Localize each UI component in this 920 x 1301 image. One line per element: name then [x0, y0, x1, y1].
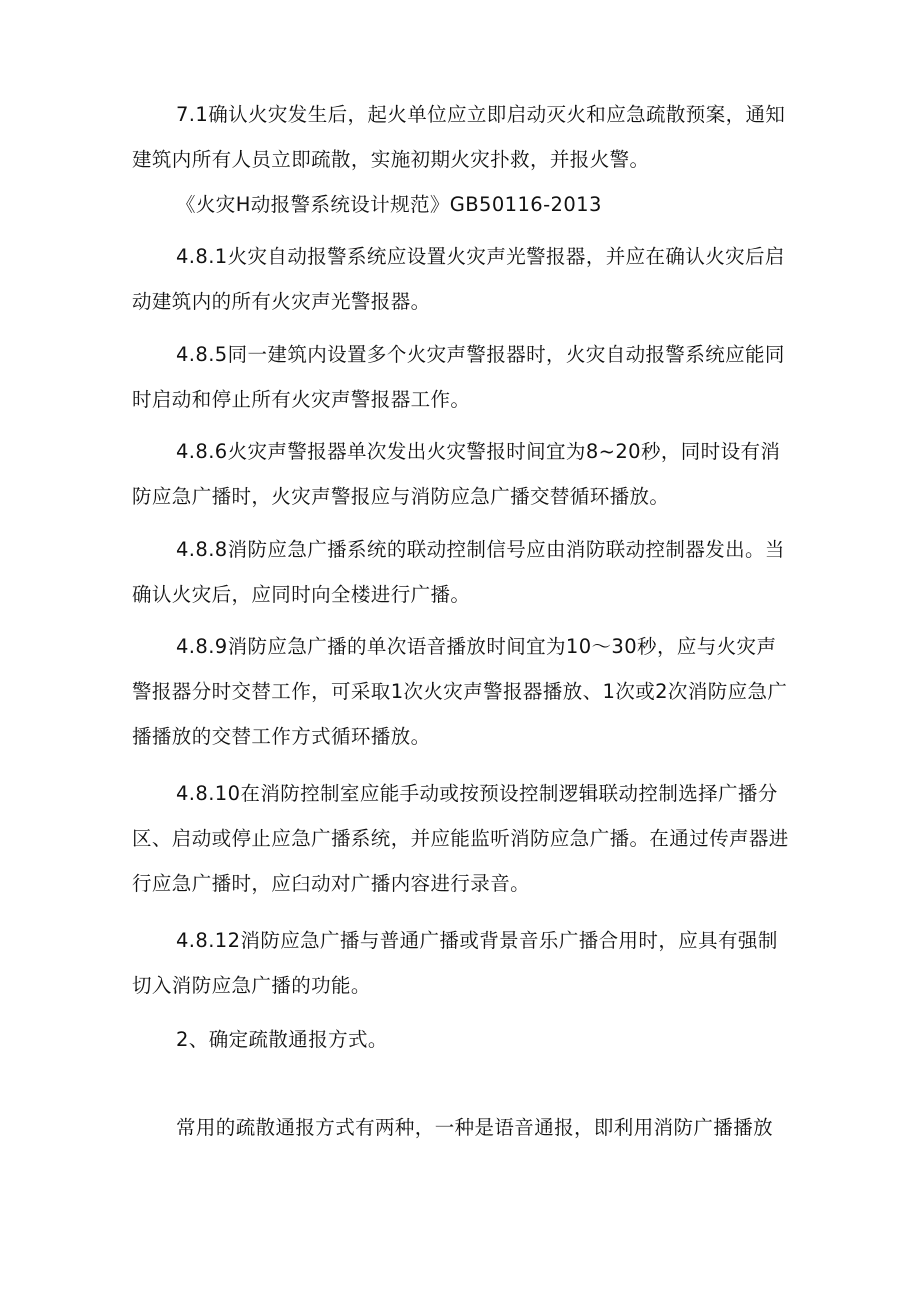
paragraph-4-8-6: 4.8.6火灾声警报器单次发出火灾警报时间宜为8~20秒，同时设有消防应急广播时，火灾声警报应与消防应急广播交替循环播放。 [132, 440, 781, 508]
section-heading-2: 2、确定疏散通报方式。 [176, 1028, 388, 1051]
paragraph-4-8-10: 4.8.10在消防控制室应能手动或按预设控制逻辑联动控制选择广播分区、启动或停止应急广播系统，并应能监听消防应急广播。在通过传声器进行应急广播时，应臼动对广播内容进行录音。 [132, 782, 789, 895]
paragraph-4-8-8: 4.8.8消防应急广播系统的联动控制信号应由消防联动控制器发出。当确认火灾后，应同时向全楼进行广播。 [132, 538, 785, 606]
standard-title: 《火灾H动报警系统设计规范》GB50116-2013 [176, 193, 602, 216]
paragraph-4-8-12: 4.8.12消防应急广播与普通广播或背景音乐广播合用时，应具有强制切入消防应急广播的功能。 [132, 929, 778, 997]
paragraph-4-8-5: 4.8.5同一建筑内设置多个火灾声警报器时，火灾自动报警系统应能同时启动和停止所有火灾声警报器工作。 [132, 343, 785, 411]
paragraph-4-8-9: 4.8.9消防应急广播的单次语音播放时间宜为10～30秒，应与火灾声警报器分时交替工作，可采取1次火灾声警报器播放、1次或2次消防应急广播播放的交替工作方式循环播放。 [132, 635, 788, 748]
paragraph-7-1: 7.1确认火灾发生后，起火单位应立即启动灭火和应急疏散预案，通知建筑内所有人员立即疏散，实施初期火灾扑救，并报火警。 [132, 103, 786, 171]
paragraph-4-8-1: 4.8.1火灾自动报警系统应设置火灾声光警报器，并应在确认火灾后启动建筑内的所有火灾声光警报器。 [132, 245, 785, 313]
paragraph-evacuation-methods: 常用的疏散通报方式有两种，一种是语音通报，即利用消防广播播放 [176, 1116, 774, 1139]
